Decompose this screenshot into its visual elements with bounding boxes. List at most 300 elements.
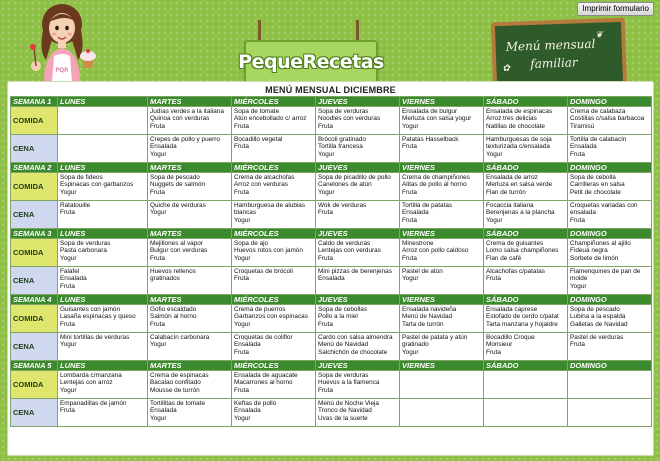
logo-text: PequeRecetas bbox=[238, 51, 384, 73]
meal-cell[interactable] bbox=[484, 267, 568, 295]
week-label: SEMANA 1 bbox=[11, 97, 58, 107]
meal-cell[interactable] bbox=[316, 267, 400, 295]
meal-item: Fruta bbox=[234, 188, 249, 196]
cena-row bbox=[11, 135, 652, 163]
meal-cell[interactable] bbox=[400, 371, 484, 399]
meal-item: Tortillitas de tomate bbox=[150, 400, 206, 407]
meal-cell[interactable] bbox=[400, 201, 484, 229]
meal-item: Crema de guisantes bbox=[486, 240, 544, 247]
meal-item: Sopa de verduras bbox=[60, 240, 111, 247]
day-header: MARTES bbox=[148, 229, 232, 239]
meal-cell[interactable] bbox=[316, 239, 400, 267]
cena-row bbox=[11, 399, 652, 427]
meal-cell[interactable] bbox=[148, 267, 232, 295]
meal-cell[interactable] bbox=[568, 267, 652, 295]
meal-item: Fruta bbox=[318, 254, 333, 262]
meal-item: Bocadillo Croque bbox=[486, 334, 535, 341]
meal-cell[interactable] bbox=[568, 173, 652, 201]
meal-item: Yogur bbox=[60, 254, 77, 262]
meal-item: molde bbox=[570, 275, 588, 283]
comida-label: COMIDA bbox=[11, 173, 58, 201]
meal-item: Sorbete de limón bbox=[570, 254, 619, 262]
meal-cell[interactable] bbox=[568, 305, 652, 333]
meal-cell[interactable] bbox=[58, 267, 148, 295]
meal-cell[interactable] bbox=[148, 371, 232, 399]
day-header: VIERNES bbox=[400, 229, 484, 239]
meal-item: Fideuá negra bbox=[570, 247, 608, 255]
cena-label: CENA bbox=[11, 267, 58, 295]
cena-label: CENA bbox=[11, 201, 58, 229]
meal-item: texturizada c/ensalada bbox=[486, 143, 550, 151]
day-header: MARTES bbox=[148, 163, 232, 173]
day-header: LUNES bbox=[58, 229, 148, 239]
logo-rope-right bbox=[356, 20, 359, 42]
meal-item: Crema de champiñones bbox=[402, 174, 470, 181]
meal-cell[interactable] bbox=[484, 173, 568, 201]
meal-item: Sopa de cebollas bbox=[318, 306, 368, 313]
meal-item: Atún encebollado c/ arroz bbox=[234, 115, 307, 123]
meal-item: Yogur bbox=[486, 216, 503, 224]
meal-cell[interactable] bbox=[400, 107, 484, 135]
meal-cell[interactable] bbox=[484, 135, 568, 163]
meal-item: Hamburguesas de soja bbox=[486, 136, 552, 143]
cena-label: CENA bbox=[11, 135, 58, 163]
meal-item: Flamenquines de pan de bbox=[570, 268, 641, 275]
meal-item: Flan de café bbox=[486, 254, 522, 262]
meal-item: Yogur bbox=[486, 150, 503, 158]
meal-item: Sopa de tomate bbox=[234, 108, 280, 115]
meal-cell[interactable] bbox=[400, 333, 484, 361]
brand-logo[interactable] bbox=[238, 20, 384, 73]
week-label: SEMANA 4 bbox=[11, 295, 58, 305]
meal-cell[interactable] bbox=[58, 333, 148, 361]
meal-item: Sopa de verduras bbox=[318, 372, 369, 379]
meal-cell[interactable] bbox=[316, 399, 400, 427]
meal-item: Ensalada bbox=[60, 275, 87, 283]
day-header: JUEVES bbox=[316, 295, 400, 305]
meal-item: Lasaña espinacas y queso bbox=[60, 313, 136, 321]
meal-cell[interactable] bbox=[232, 135, 316, 163]
meal-cell[interactable] bbox=[568, 371, 652, 399]
meal-item: Huevos rotos con jamón bbox=[234, 247, 303, 255]
meal-item: Merluza con salsa yogur bbox=[402, 115, 472, 123]
meal-item: Fruta bbox=[486, 348, 501, 356]
meal-item: Ensalada bbox=[570, 143, 597, 151]
meal-item: Yogur bbox=[318, 188, 335, 196]
meal-cell[interactable] bbox=[58, 399, 148, 427]
meal-cell[interactable] bbox=[58, 305, 148, 333]
meal-cell[interactable] bbox=[568, 399, 652, 427]
meal-cell[interactable] bbox=[58, 239, 148, 267]
meal-item: Tronco de Navidad bbox=[318, 407, 372, 415]
meal-cell[interactable] bbox=[484, 305, 568, 333]
day-header: VIERNES bbox=[400, 295, 484, 305]
meal-cell[interactable] bbox=[400, 305, 484, 333]
meal-item: Crema de alcachofas bbox=[234, 174, 295, 181]
meal-item: Arroz con verduras bbox=[234, 181, 288, 189]
meal-item: Huevos rellenos bbox=[150, 268, 196, 275]
comida-row bbox=[11, 173, 652, 201]
day-header: SÁBADO bbox=[484, 163, 568, 173]
meal-item: Ensalada de bulgur bbox=[402, 108, 458, 115]
meal-item: Yogur bbox=[60, 341, 77, 349]
day-header: VIERNES bbox=[400, 361, 484, 371]
meal-item: Crepes de pollo y puerro bbox=[150, 136, 220, 143]
meal-item: Ensalada bbox=[234, 407, 261, 415]
meal-item: Caldo de verduras bbox=[318, 240, 371, 247]
meal-cell[interactable] bbox=[400, 135, 484, 163]
meal-item: Pastel de patata y atún bbox=[402, 334, 468, 341]
meal-item: Garbanzos con espinacas bbox=[234, 313, 308, 321]
meal-item: Sopa de verduras bbox=[318, 108, 369, 115]
meal-item: Petit de chocolate bbox=[570, 188, 621, 196]
week-label: SEMANA 5 bbox=[11, 361, 58, 371]
meal-item: Hamburguesa de alubias bbox=[234, 202, 306, 209]
meal-item: Ensalada de aguacate bbox=[234, 372, 298, 379]
day-header: DOMINGO bbox=[568, 163, 652, 173]
meal-cell[interactable] bbox=[316, 333, 400, 361]
meal-item: Estofado de cerdo c/patat bbox=[486, 313, 559, 321]
day-header: DOMINGO bbox=[568, 97, 652, 107]
meal-item: Fruta bbox=[60, 209, 75, 217]
day-header: MIÉRCOLES bbox=[232, 229, 316, 239]
meal-item: Bacalao confitado bbox=[150, 379, 201, 387]
meal-item: Gofio escaldado bbox=[150, 306, 197, 313]
menu-table bbox=[10, 96, 652, 427]
meal-item: Macarrones al horno bbox=[234, 379, 293, 387]
meal-item: Ensalada bbox=[318, 275, 345, 283]
meal-item: Pasta carbonara bbox=[60, 247, 107, 255]
comida-row bbox=[11, 107, 652, 135]
day-header: MARTES bbox=[148, 361, 232, 371]
meal-cell[interactable] bbox=[148, 333, 232, 361]
meal-item: Yogur bbox=[234, 216, 251, 224]
day-header: LUNES bbox=[58, 295, 148, 305]
meal-item: gratinados bbox=[150, 275, 180, 283]
day-header: SÁBADO bbox=[484, 295, 568, 305]
meal-item: Yogur bbox=[234, 320, 251, 328]
meal-item: Tiramisú bbox=[570, 122, 595, 130]
meal-item: Fruta bbox=[402, 254, 417, 262]
meal-item: Sopa de pescado bbox=[150, 174, 200, 181]
meal-item: Fruta bbox=[234, 386, 249, 394]
meal-item: Pastel de atún bbox=[402, 268, 443, 275]
meal-cell[interactable] bbox=[232, 239, 316, 267]
meal-item: Falafel bbox=[60, 268, 80, 275]
meal-item: Lomo salsa champiñones bbox=[486, 247, 559, 255]
meal-item: Fruta bbox=[402, 143, 417, 151]
meal-cell[interactable] bbox=[58, 173, 148, 201]
week-label: SEMANA 2 bbox=[11, 163, 58, 173]
meal-item: Menú de Noche Vieja bbox=[318, 400, 379, 407]
day-header: MIÉRCOLES bbox=[232, 163, 316, 173]
meal-cell[interactable] bbox=[316, 371, 400, 399]
meal-cell[interactable] bbox=[400, 239, 484, 267]
meal-item: Crema de puerros bbox=[234, 306, 286, 313]
menu-title: MENÚ MENSUAL DICIEMBRE bbox=[265, 85, 396, 95]
meal-item: Fruta bbox=[318, 209, 333, 217]
meal-item: Fruta bbox=[234, 275, 249, 283]
meal-item: Tarta de turrón bbox=[402, 320, 444, 328]
meal-item: Fruta bbox=[486, 275, 501, 283]
chalk-flower-icon: ✿ bbox=[502, 63, 511, 74]
meal-item: Fruta bbox=[150, 122, 165, 130]
meal-item: Fruta bbox=[150, 254, 165, 262]
chef-girl-illustration bbox=[22, 0, 102, 82]
day-header: JUEVES bbox=[316, 97, 400, 107]
meal-item: Arroz con pollo caldoso bbox=[402, 247, 469, 255]
meal-item: Yogur bbox=[150, 341, 167, 349]
meal-item: Crema de espinacas bbox=[150, 372, 209, 379]
meal-item: Fruta bbox=[318, 320, 333, 328]
meal-cell[interactable] bbox=[148, 305, 232, 333]
meal-item: Yogur bbox=[60, 386, 77, 394]
meal-item: Sopa de pescado bbox=[570, 306, 620, 313]
meal-item: Croquetas variadas con bbox=[570, 202, 638, 209]
meal-cell[interactable] bbox=[148, 399, 232, 427]
meal-item: Uvas de la suerte bbox=[318, 414, 368, 422]
meal-item: Nuggets de salmón bbox=[150, 181, 206, 189]
meal-item: Yogur bbox=[570, 282, 587, 290]
meal-item: Yogur bbox=[60, 188, 77, 196]
meal-item: Yogur bbox=[234, 414, 251, 422]
day-header: MIÉRCOLES bbox=[232, 97, 316, 107]
meal-item: Fruta bbox=[318, 386, 333, 394]
day-header: JUEVES bbox=[316, 229, 400, 239]
meal-item: Patatas Hasselback bbox=[402, 136, 459, 143]
day-header: SÁBADO bbox=[484, 97, 568, 107]
meal-item: Fruta bbox=[402, 188, 417, 196]
meal-item: Monsieur bbox=[486, 341, 513, 349]
day-header: SÁBADO bbox=[484, 361, 568, 371]
day-header: JUEVES bbox=[316, 361, 400, 371]
meal-item: Tortilla francesa bbox=[318, 143, 363, 151]
meal-item: Menú de Navidad bbox=[318, 341, 369, 349]
meal-cell[interactable] bbox=[148, 173, 232, 201]
day-header: MIÉRCOLES bbox=[232, 295, 316, 305]
day-header: MARTES bbox=[148, 295, 232, 305]
meal-item: Ensalada bbox=[402, 209, 429, 217]
week-header-row bbox=[11, 295, 652, 305]
meal-item: Yogur bbox=[402, 348, 419, 356]
apron-label: PQR bbox=[55, 67, 69, 74]
meal-cell[interactable] bbox=[484, 333, 568, 361]
meal-cell[interactable] bbox=[232, 305, 316, 333]
cena-label: CENA bbox=[11, 333, 58, 361]
meal-item: Ensalada bbox=[234, 341, 261, 349]
meal-item: Ratatouille bbox=[60, 202, 91, 209]
meal-cell[interactable] bbox=[568, 201, 652, 229]
meal-cell[interactable] bbox=[484, 239, 568, 267]
meal-cell[interactable] bbox=[232, 173, 316, 201]
meal-item: Fruta bbox=[234, 122, 249, 130]
meal-item: Lentejas con arroz bbox=[60, 379, 113, 387]
meal-item: Yogur bbox=[150, 150, 167, 158]
meal-cell[interactable] bbox=[148, 135, 232, 163]
meal-cell[interactable] bbox=[316, 107, 400, 135]
meal-cell[interactable] bbox=[400, 267, 484, 295]
meal-item: Fruta bbox=[150, 188, 165, 196]
print-form-button[interactable]: Imprimir formulario bbox=[577, 2, 654, 16]
day-header: VIERNES bbox=[400, 97, 484, 107]
meal-cell[interactable] bbox=[232, 201, 316, 229]
comida-label: COMIDA bbox=[11, 305, 58, 333]
meal-cell[interactable] bbox=[484, 107, 568, 135]
meal-item: Mousse de turrón bbox=[150, 386, 200, 394]
week-label: SEMANA 3 bbox=[11, 229, 58, 239]
meal-item: Tortilla de calabacín bbox=[570, 136, 627, 143]
meal-item: Calabacín carbonara bbox=[150, 334, 210, 341]
meal-cell[interactable] bbox=[484, 201, 568, 229]
meal-item: Tarta manzana y hojaldre bbox=[486, 320, 558, 328]
meal-item: gratinado bbox=[402, 341, 429, 349]
meal-cell[interactable] bbox=[232, 333, 316, 361]
meal-cell[interactable] bbox=[484, 399, 568, 427]
meal-item: Croquetas de coliflor bbox=[234, 334, 293, 341]
meal-item: Alcachofas c/patatas bbox=[486, 268, 545, 275]
meal-cell[interactable] bbox=[232, 267, 316, 295]
comida-label: COMIDA bbox=[11, 107, 58, 135]
meal-item: Noodles con verduras bbox=[318, 115, 381, 123]
meal-item: Fruta bbox=[150, 320, 165, 328]
meal-item: Merluza en salsa verde bbox=[486, 181, 553, 189]
meal-item: Mejillones al vapor bbox=[150, 240, 203, 247]
day-header: JUEVES bbox=[316, 163, 400, 173]
meal-item: Crema de calabaza bbox=[570, 108, 626, 115]
meal-item: Croquetas de brócoli bbox=[234, 268, 293, 275]
meal-cell[interactable] bbox=[148, 201, 232, 229]
cena-row bbox=[11, 333, 652, 361]
meal-cell[interactable] bbox=[58, 107, 148, 135]
meal-cell[interactable] bbox=[400, 173, 484, 201]
day-header: DOMINGO bbox=[568, 295, 652, 305]
meal-item: Bocadillo vegetal bbox=[234, 136, 283, 143]
meal-item: Pollo a la miel bbox=[318, 313, 358, 321]
meal-item: Yogur bbox=[402, 122, 419, 130]
meal-cell[interactable] bbox=[568, 333, 652, 361]
meal-item: Minestrone bbox=[402, 240, 434, 247]
meal-item: Lombarda c/manzana bbox=[60, 372, 122, 379]
meal-item: Canelones de atún bbox=[318, 181, 372, 189]
meal-cell[interactable] bbox=[400, 399, 484, 427]
day-header: MARTES bbox=[148, 97, 232, 107]
meal-cell[interactable] bbox=[316, 201, 400, 229]
meal-cell[interactable] bbox=[58, 201, 148, 229]
comida-label: COMIDA bbox=[11, 239, 58, 267]
chalkboard-line-1: Menú mensual bbox=[505, 36, 596, 54]
meal-item: Bulgur con verduras bbox=[150, 247, 208, 255]
meal-cell[interactable] bbox=[148, 239, 232, 267]
cena-row bbox=[11, 267, 652, 295]
meal-cell[interactable] bbox=[568, 239, 652, 267]
meal-item: Lubina a la espalda bbox=[570, 313, 626, 321]
meal-item: Tortilla de patatas bbox=[402, 202, 453, 209]
meal-item: Fruta bbox=[570, 341, 585, 349]
day-header: LUNES bbox=[58, 97, 148, 107]
week-header-row bbox=[11, 163, 652, 173]
meal-item: Mini tortillas de verduras bbox=[60, 334, 130, 341]
meal-item: Ensalada bbox=[150, 407, 177, 415]
meal-item: Judías verdes a la italiana bbox=[150, 108, 224, 115]
meal-item: Yogur bbox=[318, 150, 335, 158]
meal-cell[interactable] bbox=[232, 399, 316, 427]
meal-item: Menú de Navidad bbox=[402, 313, 453, 321]
meal-item: Fruta bbox=[570, 150, 585, 158]
week-header-row bbox=[11, 229, 652, 239]
meal-item: Yogur bbox=[402, 275, 419, 283]
meal-item: Flan de turrón bbox=[486, 188, 526, 196]
meal-item: Quinoa con verduras bbox=[150, 115, 210, 123]
day-header: LUNES bbox=[58, 361, 148, 371]
meal-item: Fruta bbox=[318, 122, 333, 130]
meal-item: blancas bbox=[234, 209, 257, 217]
meal-item: Yogur bbox=[234, 254, 251, 262]
meal-item: Berenjenas a la plancha bbox=[486, 209, 555, 217]
meal-item: Lentejas con verduras bbox=[318, 247, 381, 255]
meal-item: Fruta bbox=[60, 282, 75, 290]
meal-item: Costillas c/salsa barbacoa bbox=[570, 115, 645, 123]
comida-row bbox=[11, 371, 652, 399]
chalkboard-line-2: familiar bbox=[530, 55, 578, 72]
meal-item: ensalada bbox=[570, 209, 596, 217]
meal-item: Mini pizzas de berenjenas bbox=[318, 268, 392, 275]
meal-item: Arroz tres delicias bbox=[486, 115, 537, 123]
chalk-heart-icon: ❦ bbox=[595, 30, 604, 41]
meal-item: Focaccia italiana bbox=[486, 202, 534, 209]
meal-item: Fruta bbox=[60, 320, 75, 328]
meal-item: Pastel de verduras bbox=[570, 334, 624, 341]
meal-item: Sopa de picadillo de pollo bbox=[318, 174, 391, 181]
meal-cell[interactable] bbox=[316, 305, 400, 333]
meal-cell[interactable] bbox=[148, 107, 232, 135]
meal-cell[interactable] bbox=[484, 371, 568, 399]
meal-cell[interactable] bbox=[58, 371, 148, 399]
cena-row bbox=[11, 201, 652, 229]
meal-cell[interactable] bbox=[316, 135, 400, 163]
meal-cell[interactable] bbox=[568, 107, 652, 135]
meal-item: Yogur bbox=[150, 209, 167, 217]
week-header-row bbox=[11, 361, 652, 371]
meal-item: Carrilleras en salsa bbox=[570, 181, 625, 189]
meal-item: Guisantes con jamón bbox=[60, 306, 121, 313]
meal-item: Natillas de chocolate bbox=[486, 122, 545, 130]
meal-item: Quiche de verduras bbox=[150, 202, 206, 209]
comida-row bbox=[11, 305, 652, 333]
meal-item: Champiñones al ajillo bbox=[570, 240, 631, 247]
day-header: VIERNES bbox=[400, 163, 484, 173]
meal-item: Yogur bbox=[150, 414, 167, 422]
meal-item: Cardo con salsa almendra bbox=[318, 334, 393, 341]
meal-item: Brócoli gratinado bbox=[318, 136, 366, 143]
meal-item: Ensalada navideña bbox=[402, 306, 457, 313]
meal-item: Espinacas con garbanzos bbox=[60, 181, 134, 189]
meal-item: Sopa de fideos bbox=[60, 174, 103, 181]
day-header: DOMINGO bbox=[568, 229, 652, 239]
meal-item: Ensalada de arroz bbox=[486, 174, 538, 181]
meal-cell[interactable] bbox=[316, 173, 400, 201]
meal-item: Ensalada de espinacas bbox=[486, 108, 553, 115]
meal-item: Fruta bbox=[234, 348, 249, 356]
meal-cell[interactable] bbox=[568, 135, 652, 163]
meal-item: Empanadillas de jamón bbox=[60, 400, 127, 407]
meal-cell[interactable] bbox=[232, 107, 316, 135]
monthly-menu-panel bbox=[7, 81, 654, 456]
meal-item: Salchichón de chocolate bbox=[318, 348, 388, 356]
meal-cell[interactable] bbox=[232, 371, 316, 399]
meal-cell[interactable] bbox=[58, 135, 148, 163]
day-header: MIÉRCOLES bbox=[232, 361, 316, 371]
logo-rope-left bbox=[258, 20, 261, 42]
